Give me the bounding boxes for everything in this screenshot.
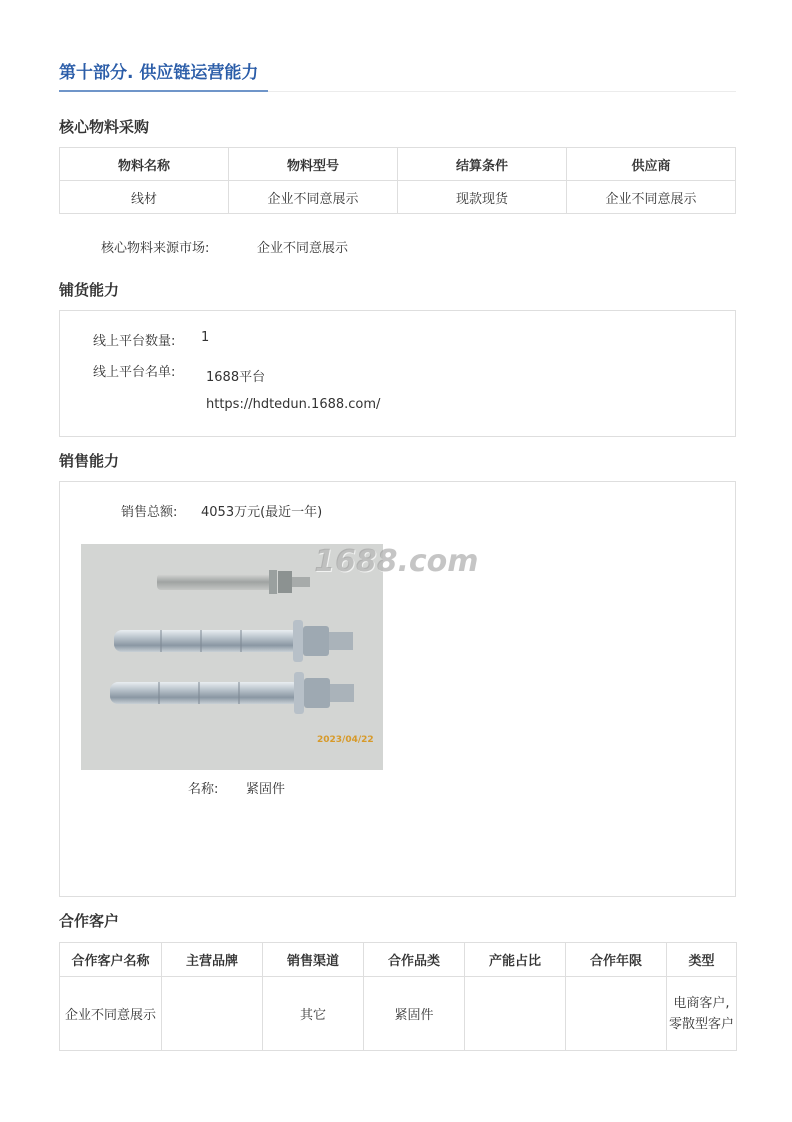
photo-caption-label: 名称: <box>188 782 219 797</box>
column-header: 合作年限 <box>566 943 667 977</box>
section-title: 第十部分. 供应链运营能力 <box>59 63 259 83</box>
procurement-table <box>59 147 736 214</box>
column-header: 类型 <box>667 943 737 977</box>
sales-heading: 销售能力 <box>59 452 120 470</box>
table-header-row <box>60 943 737 977</box>
platform-name: 1688平台 <box>206 370 266 385</box>
table-cell: 线材 <box>60 181 229 214</box>
column-header: 物料型号 <box>229 148 398 181</box>
column-header: 供应商 <box>567 148 736 181</box>
column-header: 产能占比 <box>465 943 566 977</box>
sales-box <box>59 481 736 897</box>
table-cell: 紧固件 <box>364 977 465 1051</box>
platform-count-value: 1 <box>201 330 210 345</box>
procurement-heading: 核心物料采购 <box>59 118 150 136</box>
market-label: 核心物料来源市场: <box>101 241 210 256</box>
table-cell: 电商客户,零散型客户 <box>667 977 737 1051</box>
platform-link[interactable]: https://hdtedun.1688.com/ <box>206 397 381 412</box>
table-cell <box>162 977 263 1051</box>
watermark-logo: 1688.com <box>314 544 479 579</box>
sales-total-value: 4053万元(最近一年) <box>201 505 323 520</box>
photo-date-stamp: 2023/04/22 <box>317 735 374 745</box>
section-divider-accent <box>59 90 268 92</box>
sales-total-label: 销售总额: <box>121 505 178 520</box>
table-row <box>60 977 737 1051</box>
market-value: 企业不同意展示 <box>257 241 349 256</box>
column-header: 合作品类 <box>364 943 465 977</box>
column-header: 合作客户名称 <box>60 943 162 977</box>
table-cell: 其它 <box>263 977 364 1051</box>
table-row <box>60 181 736 214</box>
table-cell: 企业不同意展示 <box>229 181 398 214</box>
column-header: 主营品牌 <box>162 943 263 977</box>
table-header-row <box>60 148 736 181</box>
photo-caption-value: 紧固件 <box>246 782 286 797</box>
distribution-box <box>59 310 736 437</box>
table-cell <box>566 977 667 1051</box>
partners-heading: 合作客户 <box>59 912 120 930</box>
table-cell: 企业不同意展示 <box>60 977 162 1051</box>
table-cell: 企业不同意展示 <box>567 181 736 214</box>
column-header: 销售渠道 <box>263 943 364 977</box>
table-cell <box>465 977 566 1051</box>
column-header: 物料名称 <box>60 148 229 181</box>
column-header: 结算条件 <box>398 148 567 181</box>
platform-count-label: 线上平台数量: <box>93 334 176 349</box>
platform-list-label: 线上平台名单: <box>93 365 176 380</box>
partners-table <box>59 942 737 1051</box>
distribution-heading: 铺货能力 <box>59 281 120 299</box>
table-cell: 现款现货 <box>398 181 567 214</box>
